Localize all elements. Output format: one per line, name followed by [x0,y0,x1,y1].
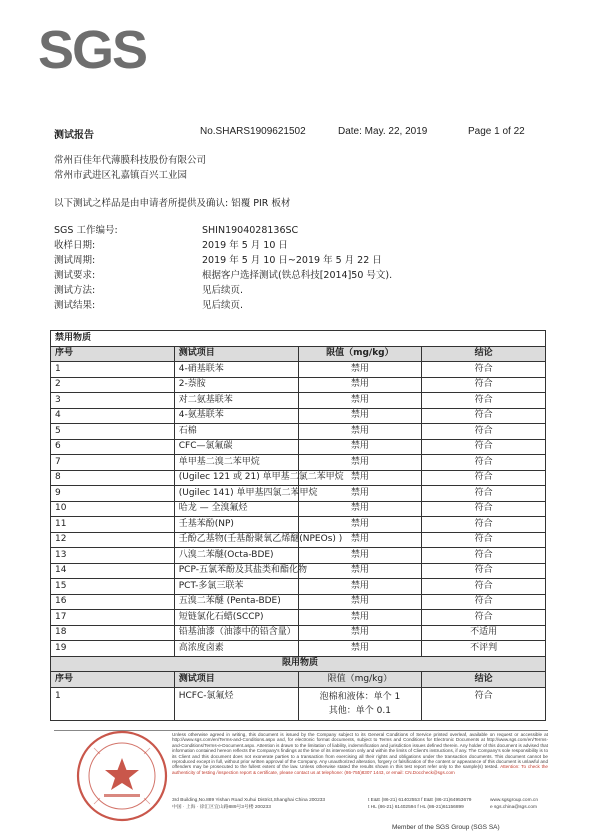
row-conclusion: 符合 [422,501,546,517]
table-row [51,486,546,502]
row-conclusion: 符合 [422,579,546,595]
row-no: 16 [51,594,175,610]
info-row [54,238,534,253]
row-limit [298,687,422,720]
info-label: SGS 工作编号: [54,225,118,236]
row-no: 19 [51,641,175,657]
row-item: 4-硝基联苯 [174,362,298,378]
info-value: 见后续页. [202,285,244,296]
member-line: Member of the SGS Group (SGS SA) [392,824,500,831]
row-item: PCT-多氯三联苯 [174,579,298,595]
tel-cn: t HL (86-21) 61402594 f HL (86-21)61156899 [368,805,464,810]
section-restricted-row [51,656,546,672]
page-indicator: Page 1 of 22 [468,126,525,137]
header-conclusion: 结论 [422,672,546,688]
row-limit: 禁用 [298,641,422,657]
report-date: Date: May. 22, 2019 [338,126,428,137]
row-limit: 禁用 [298,501,422,517]
row-conclusion: 符合 [422,470,546,486]
row-conclusion: 符合 [422,439,546,455]
table-row [51,548,546,564]
row-item: PCP-五氯苯酚及其盐类和酯化物 [174,563,298,579]
table-header-row [51,346,546,362]
row-conclusion: 不适用 [422,625,546,641]
row-conclusion: 符合 [422,594,546,610]
terms-text: Unless otherwise agreed in writing, this document is issued by the Company subject to its General Conditions of Service printed overleaf, available on request or accessible at http://www.sgs.com/en/Terms-and-Conditions.aspx and, for electronic format documents, subject to Terms and Conditions for Electronic Documents at http://www.sgs.com/en/Terms-and-Conditions/Terms-e-Document.aspx. Attention is drawn to the limitation of liability, indemnification and jurisdiction issues defined therein. Any holder of this document is advised that information contained hereon reflects the Company's findings at the time of its intervention only and within the limits of Client's instructions, if any. The Company's sole responsibility is to its Client and this document does not exonerate parties to a transaction from exercising all their rights and obligations under the transaction documents. This document cannot be reproduced except in full, without prior written approval of the Company. Any unauthorized alteration, forgery or falsification of the content or appearance of this document is unlawful and offenders may be prosecuted to the fullest extent of the law. Unless otherwise stated the results shown in this test report refer only to the sample(s) tested. [172,732,548,770]
row-no: 9 [51,486,175,502]
info-value: 见后续页. [202,300,244,311]
info-label: 测试方法: [54,285,96,296]
table-row [51,563,546,579]
table-row [51,532,546,548]
row-conclusion: 符合 [422,486,546,502]
sgs-logo [38,20,147,80]
table-row [51,393,546,409]
row-item: 五溴二苯醚 (Penta-BDE) [174,594,298,610]
web-cn: e sgs.china@sgs.com [490,805,537,810]
row-no: 15 [51,579,175,595]
section-restricted-title: 限用物质 [51,656,546,672]
header-no: 序号 [51,672,175,688]
web-en: www.sgsgroup.com.cn [490,798,538,803]
info-label: 测试周期: [54,255,96,266]
row-no: 10 [51,501,175,517]
row-item: 石棉 [174,424,298,440]
row-conclusion: 符合 [422,424,546,440]
header-limit: 限值（mg/kg） [298,346,422,362]
info-label: 收样日期: [54,240,96,251]
row-no: 1 [51,362,175,378]
row-conclusion: 符合 [422,687,546,720]
section-banned-row [51,331,546,347]
table-row [51,610,546,626]
table-row [51,362,546,378]
row-item: 壬酚乙基物(壬基酚聚氧乙烯醚(NPEOs) ) [174,532,298,548]
row-limit: 禁用 [298,393,422,409]
row-item: 对二氨基联苯 [174,393,298,409]
address-en: 3rd Building,No.889 Yishan Road Xuhui District,Shanghai China 200233 [172,798,326,803]
row-item: 哈龙 — 全溴氟烃 [174,501,298,517]
info-row [54,283,534,298]
header-item: 测试项目 [174,346,298,362]
row-conclusion: 符合 [422,408,546,424]
table-row [51,687,546,720]
table-row [51,377,546,393]
address-cn: 中国 · 上海 · 徐汇区宜山路889号3号楼 200233 [172,805,271,810]
row-conclusion: 符合 [422,517,546,533]
company-block [54,153,206,183]
terms-fine-print [172,732,548,775]
info-label: 测试结果: [54,300,96,311]
row-item: 八溴二苯醚(Octa-BDE) [174,548,298,564]
table-row [51,641,546,657]
row-item: 单甲基二溴二苯甲烷 [174,455,298,471]
address-row-cn [172,804,548,811]
row-no: 5 [51,424,175,440]
row-item: 2-萘胺 [174,377,298,393]
row-limit: 禁用 [298,362,422,378]
info-row [54,223,534,238]
row-item: CFC—氯氟碳 [174,439,298,455]
info-row [54,298,534,313]
company-address: 常州市武进区礼嘉镇百兴工业园 [54,170,188,181]
row-conclusion: 符合 [422,377,546,393]
row-no: 17 [51,610,175,626]
row-conclusion: 符合 [422,393,546,409]
row-limit: 禁用 [298,625,422,641]
info-row [54,253,534,268]
row-no: 8 [51,470,175,486]
info-value: SHIN1904028136SC [202,225,299,236]
row-item: 铅基油漆（油漆中的铅含量） [174,625,298,641]
row-no: 6 [51,439,175,455]
row-conclusion: 符合 [422,532,546,548]
info-row [54,268,534,283]
row-limit: 禁用 [298,563,422,579]
row-limit: 禁用 [298,408,422,424]
row-limit: 禁用 [298,548,422,564]
row-limit: 禁用 [298,532,422,548]
row-no: 4 [51,408,175,424]
row-conclusion: 符合 [422,362,546,378]
row-limit: 禁用 [298,486,422,502]
table-row [51,517,546,533]
row-no: 13 [51,548,175,564]
address-row-en [172,797,548,804]
tel-en: t E&E (86-21) 61402553 f E&E (86-21)64953679 [368,798,472,803]
report-title: 测试报告 [54,130,94,141]
table-row [51,625,546,641]
row-item: (Ugilec 141) 单甲基四氯二苯甲烷 [174,486,298,502]
report-header [54,126,544,140]
row-limit: 禁用 [298,579,422,595]
row-no: 3 [51,393,175,409]
row-limit: 禁用 [298,517,422,533]
job-info [54,223,534,313]
row-conclusion: 符合 [422,563,546,579]
results-table [50,330,546,721]
row-limit: 禁用 [298,439,422,455]
row-limit-line: 其他：单个 0.1 [328,705,391,716]
company-name: 常州百佳年代薄膜科技股份有限公司 [54,155,207,166]
row-no: 18 [51,625,175,641]
row-conclusion: 符合 [422,610,546,626]
row-item: (Ugilec 121 或 21) 单甲基二氯二苯甲烷 [174,470,298,486]
row-limit: 禁用 [298,594,422,610]
row-no: 1 [51,687,175,720]
info-value: 2019 年 5 月 10 日~2019 年 5 月 22 日 [202,255,382,266]
row-limit: 禁用 [298,610,422,626]
row-item: 高浓度卤素 [174,641,298,657]
table-row [51,470,546,486]
row-item: 4-氨基联苯 [174,408,298,424]
row-limit: 禁用 [298,424,422,440]
row-item: 壬基苯酚(NP) [174,517,298,533]
table-row [51,594,546,610]
row-conclusion: 符合 [422,548,546,564]
header-conclusion: 结论 [422,346,546,362]
section-banned-title: 禁用物质 [51,331,546,347]
row-conclusion: 不评判 [422,641,546,657]
info-value: 根据客户选择测试(铁总科技[2014]50 号文). [202,270,393,281]
inspection-stamp-seal [74,728,170,824]
table-row [51,455,546,471]
table-row [51,579,546,595]
row-limit: 禁用 [298,377,422,393]
row-no: 14 [51,563,175,579]
authenticity-notice: Attention: To check the authenticity of testing /inspection report & certificate, please contact us at telephone: (86-755)8307 1443, or email: CN.Doccheck@sgs.com [172,764,548,775]
table-row [51,408,546,424]
sgs-logo-text: SGS [38,20,147,80]
header-no: 序号 [51,346,175,362]
report-number: No.SHARS1909621502 [200,126,306,137]
header-limit: 限值（mg/kg） [298,672,422,688]
row-conclusion: 符合 [422,455,546,471]
row-no: 7 [51,455,175,471]
row-limit: 禁用 [298,470,422,486]
row-item: 短链氯化石蜡(SCCP) [174,610,298,626]
table-row [51,439,546,455]
row-no: 2 [51,377,175,393]
table-row [51,424,546,440]
row-no: 12 [51,532,175,548]
header-item: 测试项目 [174,672,298,688]
sample-statement: 以下测试之样品是由申请者所提供及确认: 铝覆 PIR 板材 [54,198,291,209]
info-label: 测试要求: [54,270,96,281]
row-no: 11 [51,517,175,533]
footer-address [172,797,548,811]
table-header-row-2 [51,672,546,688]
row-limit-line: 泡棉和液体：单个 1 [319,691,401,702]
table-row [51,501,546,517]
row-limit: 禁用 [298,455,422,471]
row-item: HCFC-氯氟烃 [174,687,298,720]
info-value: 2019 年 5 月 10 日 [202,240,288,251]
